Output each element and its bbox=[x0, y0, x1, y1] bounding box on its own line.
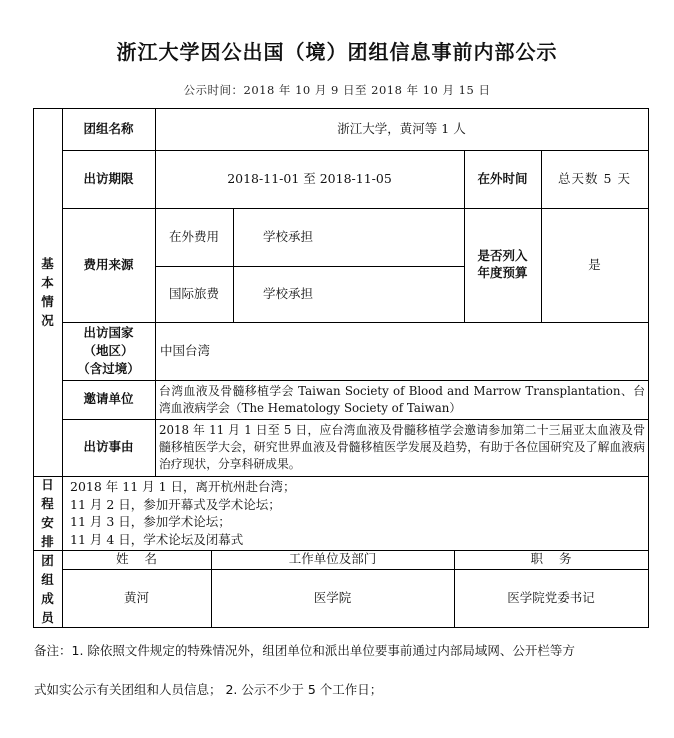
schedule-item: 11 月 3 日，参加学术论坛； bbox=[70, 514, 231, 529]
section-char: 排 bbox=[41, 534, 54, 549]
section-char: 组 bbox=[41, 571, 54, 587]
abroad-time-value: 总天数 5 天 bbox=[558, 170, 631, 186]
page-title: 浙江大学因公出国（境）团组信息事前内部公示 bbox=[116, 40, 558, 64]
section-char: 程 bbox=[41, 496, 54, 511]
members-header-unit: 工作单位及部门 bbox=[288, 551, 377, 567]
period-label: 出访期限 bbox=[83, 170, 134, 186]
group-name-value: 浙江大学，黄河等 1 人 bbox=[337, 120, 466, 136]
period-value: 2018-11-01 至 2018-11-05 bbox=[227, 170, 392, 186]
section-char: 本 bbox=[41, 275, 54, 290]
abroad-time-label: 在外时间 bbox=[477, 170, 528, 186]
schedule-item: 11 月 2 日，参加开幕式及学术论坛； bbox=[70, 496, 281, 512]
country-label-line: （地区） bbox=[83, 343, 134, 358]
abroad-cost-label: 在外费用 bbox=[168, 228, 219, 244]
members-header-name: 姓 名 bbox=[116, 551, 157, 567]
schedule-list bbox=[70, 476, 640, 550]
group-name-label: 团组名称 bbox=[83, 120, 134, 136]
publish-time: 公示时间：2018 年 10 月 9 日至 2018 年 10 月 15 日 bbox=[183, 83, 491, 97]
schedule-item: 2018 年 11 月 1 日，离开杭州赴台湾； bbox=[70, 479, 296, 494]
abroad-cost-value: 学校承担 bbox=[263, 228, 314, 244]
country-value: 中国台湾 bbox=[160, 342, 211, 358]
inviter-label: 邀请单位 bbox=[83, 391, 134, 407]
budget-value: 是 bbox=[588, 256, 601, 272]
section-char: 基 bbox=[41, 256, 54, 271]
budget-label bbox=[464, 208, 541, 322]
note-line-2: 式如实公示有关团组和人员信息； 2. 公示不少于 5 个工作日； bbox=[34, 682, 383, 697]
section-char: 日 bbox=[41, 477, 54, 492]
section-char: 员 bbox=[41, 609, 54, 625]
section-basic-info bbox=[33, 108, 62, 476]
reason-label: 出访事由 bbox=[83, 439, 134, 455]
section-char: 成 bbox=[41, 590, 54, 606]
member-name: 黄河 bbox=[123, 589, 149, 605]
reason-value: 2018 年 11 月 1 日至 5 日，应台湾血液及骨髓移植学会邀请参加第二十三届亚太血液及骨髓移植医学大会，研究世界血液及骨髓移植医学发展及趋势，有助于各位国研究及了解血液病治疗现状，分享科研成果。 bbox=[159, 423, 645, 471]
country-label-line: 出访国家 bbox=[83, 325, 134, 340]
travel-cost-value: 学校承担 bbox=[263, 285, 314, 301]
section-char: 安 bbox=[41, 515, 54, 530]
section-char: 团 bbox=[41, 552, 54, 568]
section-members bbox=[33, 550, 62, 627]
member-position: 医学院党委书记 bbox=[507, 589, 595, 605]
funding-label: 费用来源 bbox=[83, 256, 134, 272]
budget-label-line: 是否列入 bbox=[477, 248, 528, 264]
budget-label-line: 年度预算 bbox=[477, 265, 528, 280]
member-unit: 医学院 bbox=[313, 589, 352, 605]
members-header-position: 职 务 bbox=[530, 551, 572, 567]
note-line-1: 备注：1. 除依照文件规定的特殊情况外，组团单位和派出单位要事前通过内部局域网、公开栏等方 bbox=[34, 643, 575, 658]
section-schedule bbox=[33, 476, 62, 550]
travel-cost-label: 国际旅费 bbox=[168, 285, 219, 301]
schedule-item: 11 月 4 日，学术论坛及闭幕式 bbox=[70, 531, 244, 547]
country-label bbox=[62, 322, 155, 380]
section-char: 况 bbox=[41, 313, 54, 328]
inviter-value: 台湾血液及骨髓移植学会 Taiwan Society of Blood and Marrow Transplantation、台湾血液病学会（The Hematology Society of Taiwan） bbox=[159, 383, 645, 415]
country-label-line: （含过境） bbox=[77, 361, 140, 376]
section-char: 情 bbox=[41, 294, 54, 309]
